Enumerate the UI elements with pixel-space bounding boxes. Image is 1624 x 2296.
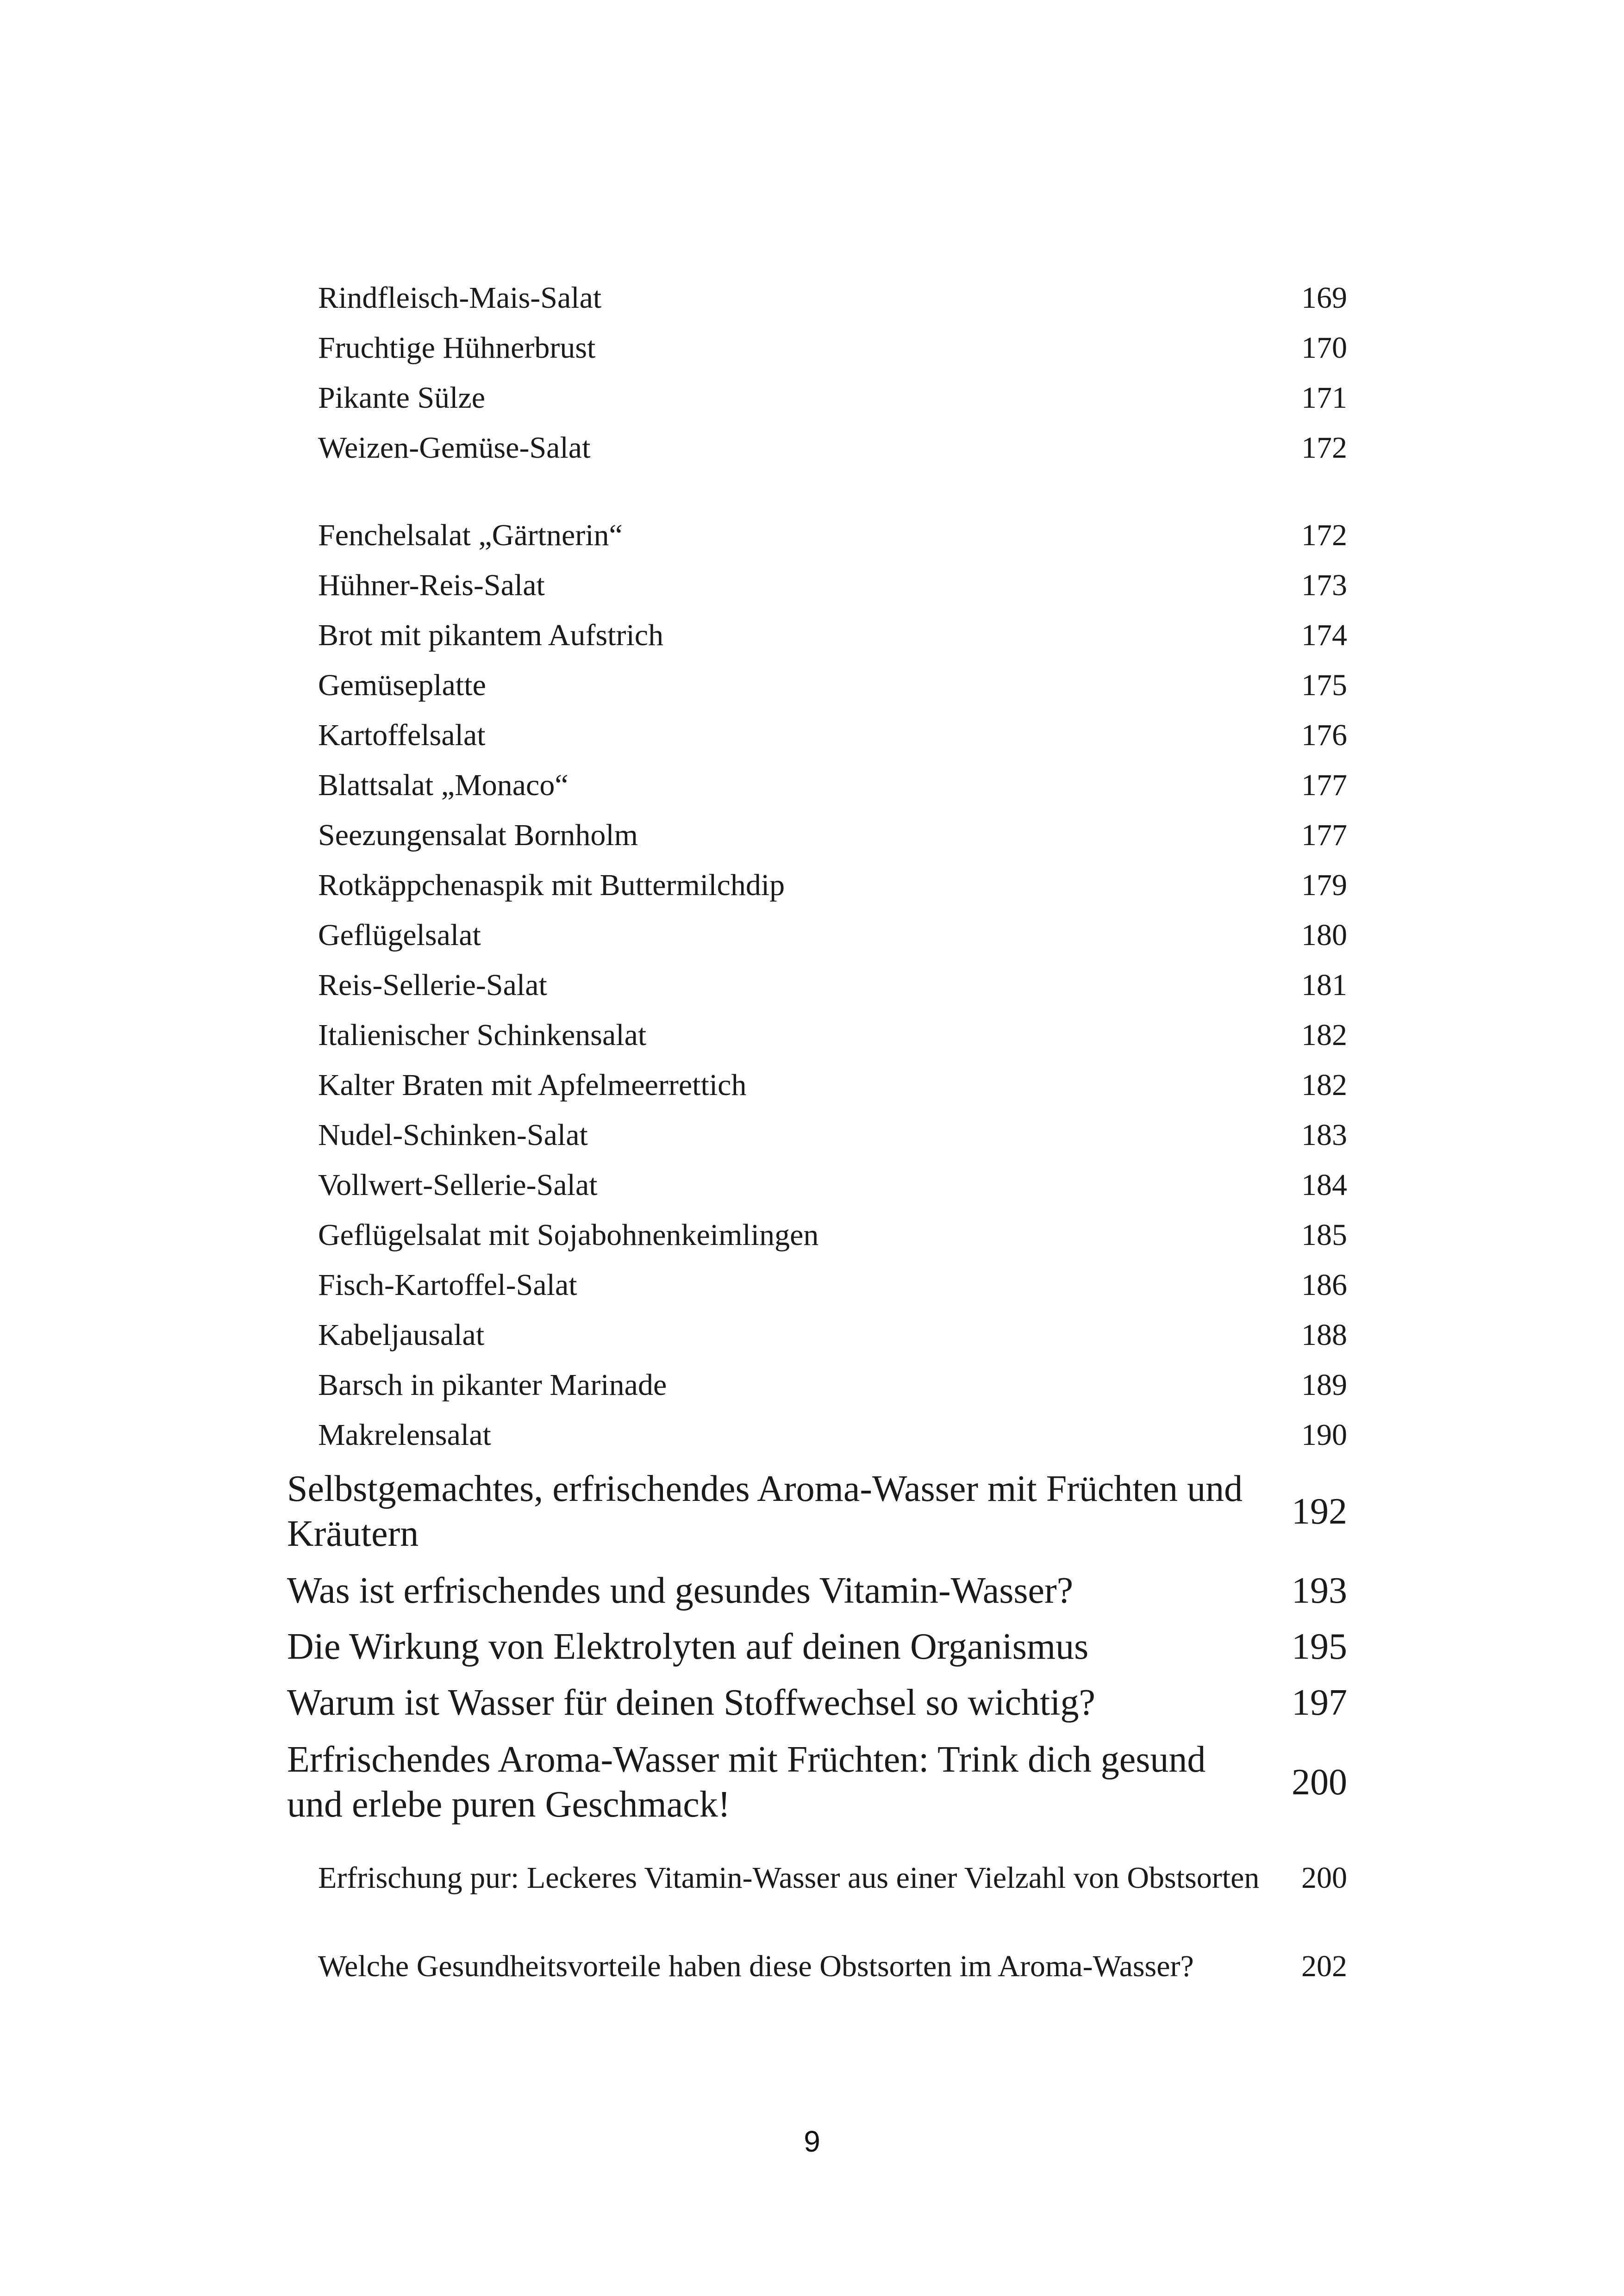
toc-subsection-entry[interactable] (287, 1834, 1347, 1922)
toc-entry-title: Weizen-Gemüse-Salat (318, 431, 591, 465)
toc-chapter-title: Warum ist Wasser für deinen Stoffwechsel so wichtig? (287, 1682, 1095, 1723)
toc-chapter-entry[interactable] (287, 1619, 1347, 1675)
toc-entry-title: Fruchtige Hühnerbrust (318, 331, 596, 365)
toc-entry-title: Nudel-Schinken-Salat (318, 1118, 588, 1152)
toc-entry-page: 190 (1301, 1418, 1347, 1452)
toc-entry[interactable] (287, 760, 1347, 810)
toc-entry-title: Fenchelsalat „Gärtnerin“ (318, 518, 623, 552)
toc-entry[interactable] (287, 860, 1347, 910)
toc-entry-page: 185 (1301, 1218, 1347, 1252)
toc-entry-page: 177 (1301, 768, 1347, 802)
toc-entry[interactable] (287, 1010, 1347, 1060)
toc-entry[interactable] (287, 710, 1347, 760)
toc-entry-title: Kartoffelsalat (318, 718, 486, 752)
toc-entry[interactable] (287, 1060, 1347, 1110)
toc-entry-title: Blattsalat „Monaco“ (318, 768, 568, 802)
toc-chapter-entry[interactable] (287, 1460, 1347, 1563)
toc-chapter-entry[interactable] (287, 1731, 1347, 1834)
toc-entry-title: Brot mit pikantem Aufstrich (318, 618, 664, 652)
toc-entry-page: 171 (1301, 381, 1347, 415)
toc-subsection-page: 202 (1301, 1949, 1347, 1983)
toc-chapter-entry[interactable] (287, 1675, 1347, 1731)
toc-entry[interactable] (287, 560, 1347, 610)
toc-subsection-page: 200 (1301, 1860, 1347, 1895)
toc-entry-page: 173 (1301, 568, 1347, 602)
toc-entry[interactable] (287, 1160, 1347, 1210)
toc-entry[interactable] (287, 810, 1347, 860)
toc-entry-title: Kabeljausalat (318, 1318, 485, 1352)
toc-entry-title: Geflügelsalat (318, 918, 481, 952)
toc-entry-page: 186 (1301, 1268, 1347, 1302)
toc-entry-page: 180 (1301, 918, 1347, 952)
toc-entry-title: Makrelensalat (318, 1418, 491, 1452)
toc-entry[interactable] (287, 323, 1347, 373)
toc-entry-title: Seezungensalat Bornholm (318, 818, 638, 852)
toc-entry-title: Italienischer Schinkensalat (318, 1018, 647, 1052)
toc-entry-page: 170 (1301, 331, 1347, 365)
table-of-contents (287, 273, 1347, 2010)
toc-entry-page: 181 (1301, 968, 1347, 1002)
toc-entry[interactable] (287, 273, 1347, 323)
toc-entry-title: Vollwert-Sellerie-Salat (318, 1168, 598, 1202)
toc-entry-title: Barsch in pikanter Marinade (318, 1368, 667, 1402)
toc-entry-title: Rindfleisch-Mais-Salat (318, 281, 602, 315)
toc-chapter-page: 193 (1292, 1570, 1347, 1611)
toc-chapter-title: Erfrischendes Aroma-Wasser mit Früchten: Trink dich gesund und erlebe puren Geschmack! (287, 1739, 1206, 1825)
toc-entry-page: 172 (1301, 518, 1347, 552)
toc-chapter-entry[interactable] (287, 1563, 1347, 1619)
toc-entry[interactable] (287, 423, 1347, 473)
toc-entry-page: 172 (1301, 431, 1347, 465)
toc-entry-title: Kalter Braten mit Apfelmeerrettich (318, 1068, 747, 1102)
toc-entry-page: 175 (1301, 668, 1347, 702)
toc-entry-title: Hühner-Reis-Salat (318, 568, 545, 602)
toc-entry-page: 188 (1301, 1318, 1347, 1352)
toc-entry[interactable] (287, 660, 1347, 710)
toc-subsection-title: Erfrischung pur: Leckeres Vitamin-Wasser aus einer Vielzahl von Obstsorten (318, 1860, 1260, 1895)
toc-entry-title: Pikante Sülze (318, 381, 486, 415)
toc-entry-page: 184 (1301, 1168, 1347, 1202)
toc-chapter-title: Was ist erfrischendes und gesundes Vitamin-Wasser? (287, 1570, 1074, 1611)
toc-entry[interactable] (287, 1210, 1347, 1260)
toc-entry-page: 174 (1301, 618, 1347, 652)
toc-entry-title: Gemüseplatte (318, 668, 486, 702)
toc-entry-page: 177 (1301, 818, 1347, 852)
toc-entry-page: 179 (1301, 868, 1347, 902)
toc-entry[interactable] (287, 960, 1347, 1010)
toc-entry-page: 182 (1301, 1068, 1347, 1102)
toc-entry[interactable] (287, 373, 1347, 423)
toc-entry[interactable] (287, 610, 1347, 660)
toc-entry-title: Geflügelsalat mit Sojabohnenkeimlingen (318, 1218, 819, 1252)
toc-entry[interactable] (287, 1110, 1347, 1160)
toc-entry-title: Fisch-Kartoffel-Salat (318, 1268, 577, 1302)
toc-entry[interactable] (287, 1410, 1347, 1460)
toc-entry-page: 182 (1301, 1018, 1347, 1052)
toc-chapter-title: Selbstgemachtes, erfrischendes Aroma-Wasser mit Früchten und Kräutern (287, 1468, 1243, 1554)
toc-entry-title: Reis-Sellerie-Salat (318, 968, 547, 1002)
toc-subsection-title: Welche Gesundheitsvorteile haben diese Obstsorten im Aroma-Wasser? (318, 1949, 1194, 1983)
toc-entry[interactable] (287, 910, 1347, 960)
toc-entry[interactable] (287, 1260, 1347, 1310)
page-number: 9 (804, 2125, 820, 2158)
toc-entry-page: 169 (1301, 281, 1347, 315)
toc-entry-title: Rotkäppchenaspik mit Buttermilchdip (318, 868, 785, 902)
toc-entry-page: 176 (1301, 718, 1347, 752)
toc-entry-page: 183 (1301, 1118, 1347, 1152)
toc-chapter-page: 192 (1292, 1491, 1347, 1532)
toc-entry[interactable] (287, 1360, 1347, 1410)
toc-chapter-page: 197 (1292, 1682, 1347, 1723)
toc-entry[interactable] (287, 1310, 1347, 1360)
toc-entry[interactable] (287, 510, 1347, 560)
section-gap (287, 473, 1347, 510)
toc-chapter-page: 195 (1292, 1626, 1347, 1667)
toc-chapter-title: Die Wirkung von Elektrolyten auf deinen Organismus (287, 1626, 1089, 1667)
toc-entry-page: 189 (1301, 1368, 1347, 1402)
toc-subsection-entry[interactable] (287, 1922, 1347, 2010)
toc-chapter-page: 200 (1292, 1761, 1347, 1803)
